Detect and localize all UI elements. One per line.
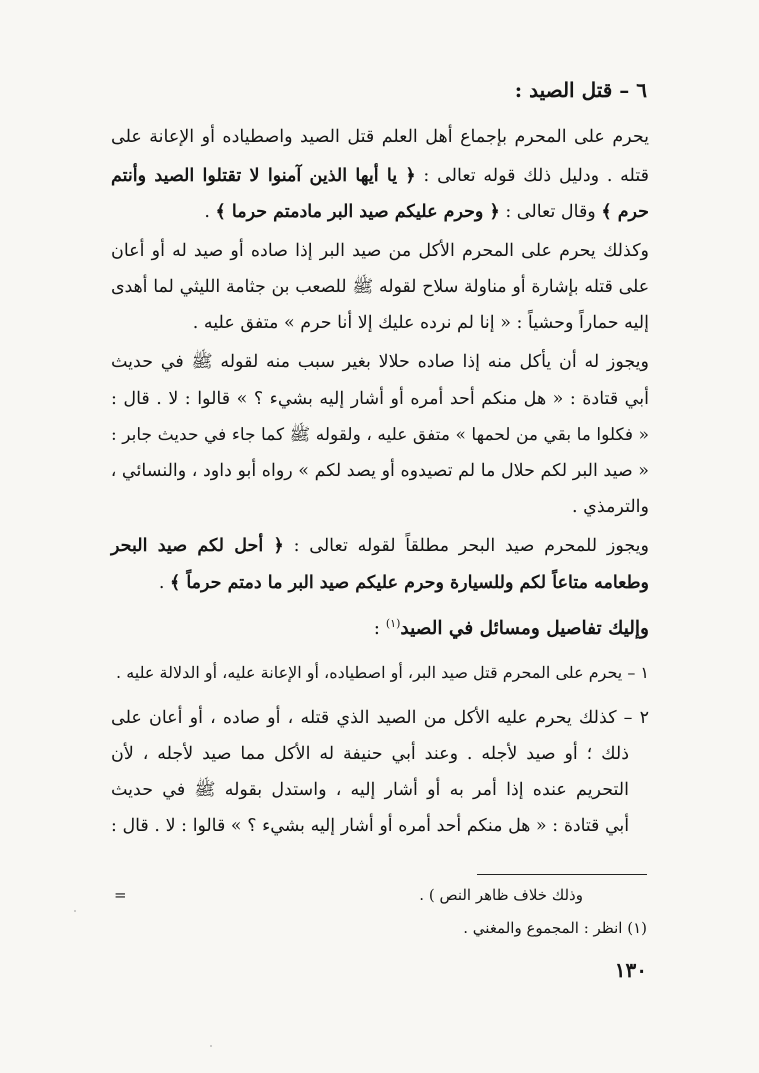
quran-verse-1: ﴿ يا أيها الذين آمنوا لا تقتلوا الصيد وأنتم — [111, 166, 416, 186]
para4-line1-text: ويجوز للمحرم صيد البحر مطلقاً لقوله تعالى : — [293, 536, 649, 556]
quran-verse-3: ﴿ أحل لكم صيد البحر — [111, 536, 284, 556]
para3-line3: « فكلوا ما بقي من لحمها » متفق عليه ، ولقوله ﷺ كما جاء في حديث جابر : — [111, 425, 649, 445]
continuation-mark: = — [114, 886, 127, 904]
subheading-colon: : — [373, 618, 380, 640]
list-item-2-line1: ٢ – كذلك يحرم عليه الأكل من الصيد الذي قتله ، أو صاده ، أو أعان على — [111, 708, 649, 728]
para1-line3-period: . — [204, 202, 210, 222]
list-item-1: ١ – يحرم على المحرم قتل صيد البر، أو اصطياده، أو الإعانة عليه، أو الدلالة عليه . — [116, 663, 649, 682]
subheading-text: وإليك تفاصيل ومسائل في الصيد — [400, 618, 649, 640]
scan-speck — [74, 910, 76, 912]
para1-line2-text: قتله . ودليل ذلك قوله تعالى : — [423, 166, 649, 186]
para2-line2: على قتله بإشارة أو مناولة سلاح لقوله ﷺ للصعب بن جثامة الليثي لما أهدى — [111, 277, 649, 297]
list-item-2-line2: ذلك ؛ أو صيد لأجله . وعند أبي حنيفة له الأكل مما صيد لأجله ، لأن — [111, 744, 629, 764]
para3-line1: ويجوز له أن يأكل منه إذا صاده حلالا بغير سبب منه لقوله ﷺ في حديث — [111, 352, 649, 372]
para4-line2 — [111, 570, 649, 596]
quran-verse-3-end: وطعامه متاعاً لكم وللسيارة وحرم عليكم صيد البر ما دمتم حرماً ﴾ — [169, 573, 649, 593]
para4-line1 — [111, 533, 649, 559]
para3-line5: والترمذي . — [572, 497, 649, 517]
para3-line4: « صيد البر لكم حلال ما لم تصيدوه أو يصد لكم » رواه أبو داود ، والنسائي ، — [110, 461, 649, 481]
quran-verse-1-end: حرم ﴾ — [601, 202, 649, 222]
para3-line2: أبي قتادة : « هل منكم أحد أمره أو أشار إليه بشيء ؟ » قالوا : لا . قال : — [111, 389, 649, 409]
para1-line1: يحرم على المحرم بإجماع أهل العلم قتل الصيد واصطياده أو الإعانة على — [111, 127, 649, 147]
footnote-marker: (١) — [385, 617, 401, 630]
para1-line3 — [111, 199, 649, 225]
scan-speck — [210, 1045, 212, 1047]
para2-line1: وكذلك يحرم على المحرم الأكل من صيد البر إذا صاده أو صيد له أو أعان — [111, 241, 649, 261]
section-heading: ٦ – قتل الصيد : — [514, 78, 647, 102]
para4-line2-period: . — [158, 573, 165, 593]
footnote-continuation: وذلك خلاف ظاهر النص ) . — [419, 886, 583, 904]
para2-line3: إليه حماراً وحشياً : « إنا لم نرده عليك إلا أنا حرم » متفق عليه . — [192, 313, 649, 333]
subheading — [111, 611, 649, 642]
page-number: ١٣٠ — [614, 958, 647, 982]
list-item-2-line3: التحريم عنده إذا أمر به أو أشار إليه ، واستدل بقوله ﷺ في حديث — [111, 780, 629, 800]
para1-line2 — [111, 163, 649, 189]
para1-line3-text: وقال تعالى : — [505, 202, 596, 222]
list-item-2-line4: أبي قتادة : « هل منكم أحد أمره أو أشار إليه بشيء ؟ » قالوا : لا . قال : — [111, 816, 629, 836]
footnote-divider — [477, 874, 647, 875]
footnote-1: (١) انظر : المجموع والمغني . — [463, 919, 647, 937]
quran-verse-2: ﴿ وحرم عليكم صيد البر مادمتم حرما ﴾ — [215, 202, 500, 222]
